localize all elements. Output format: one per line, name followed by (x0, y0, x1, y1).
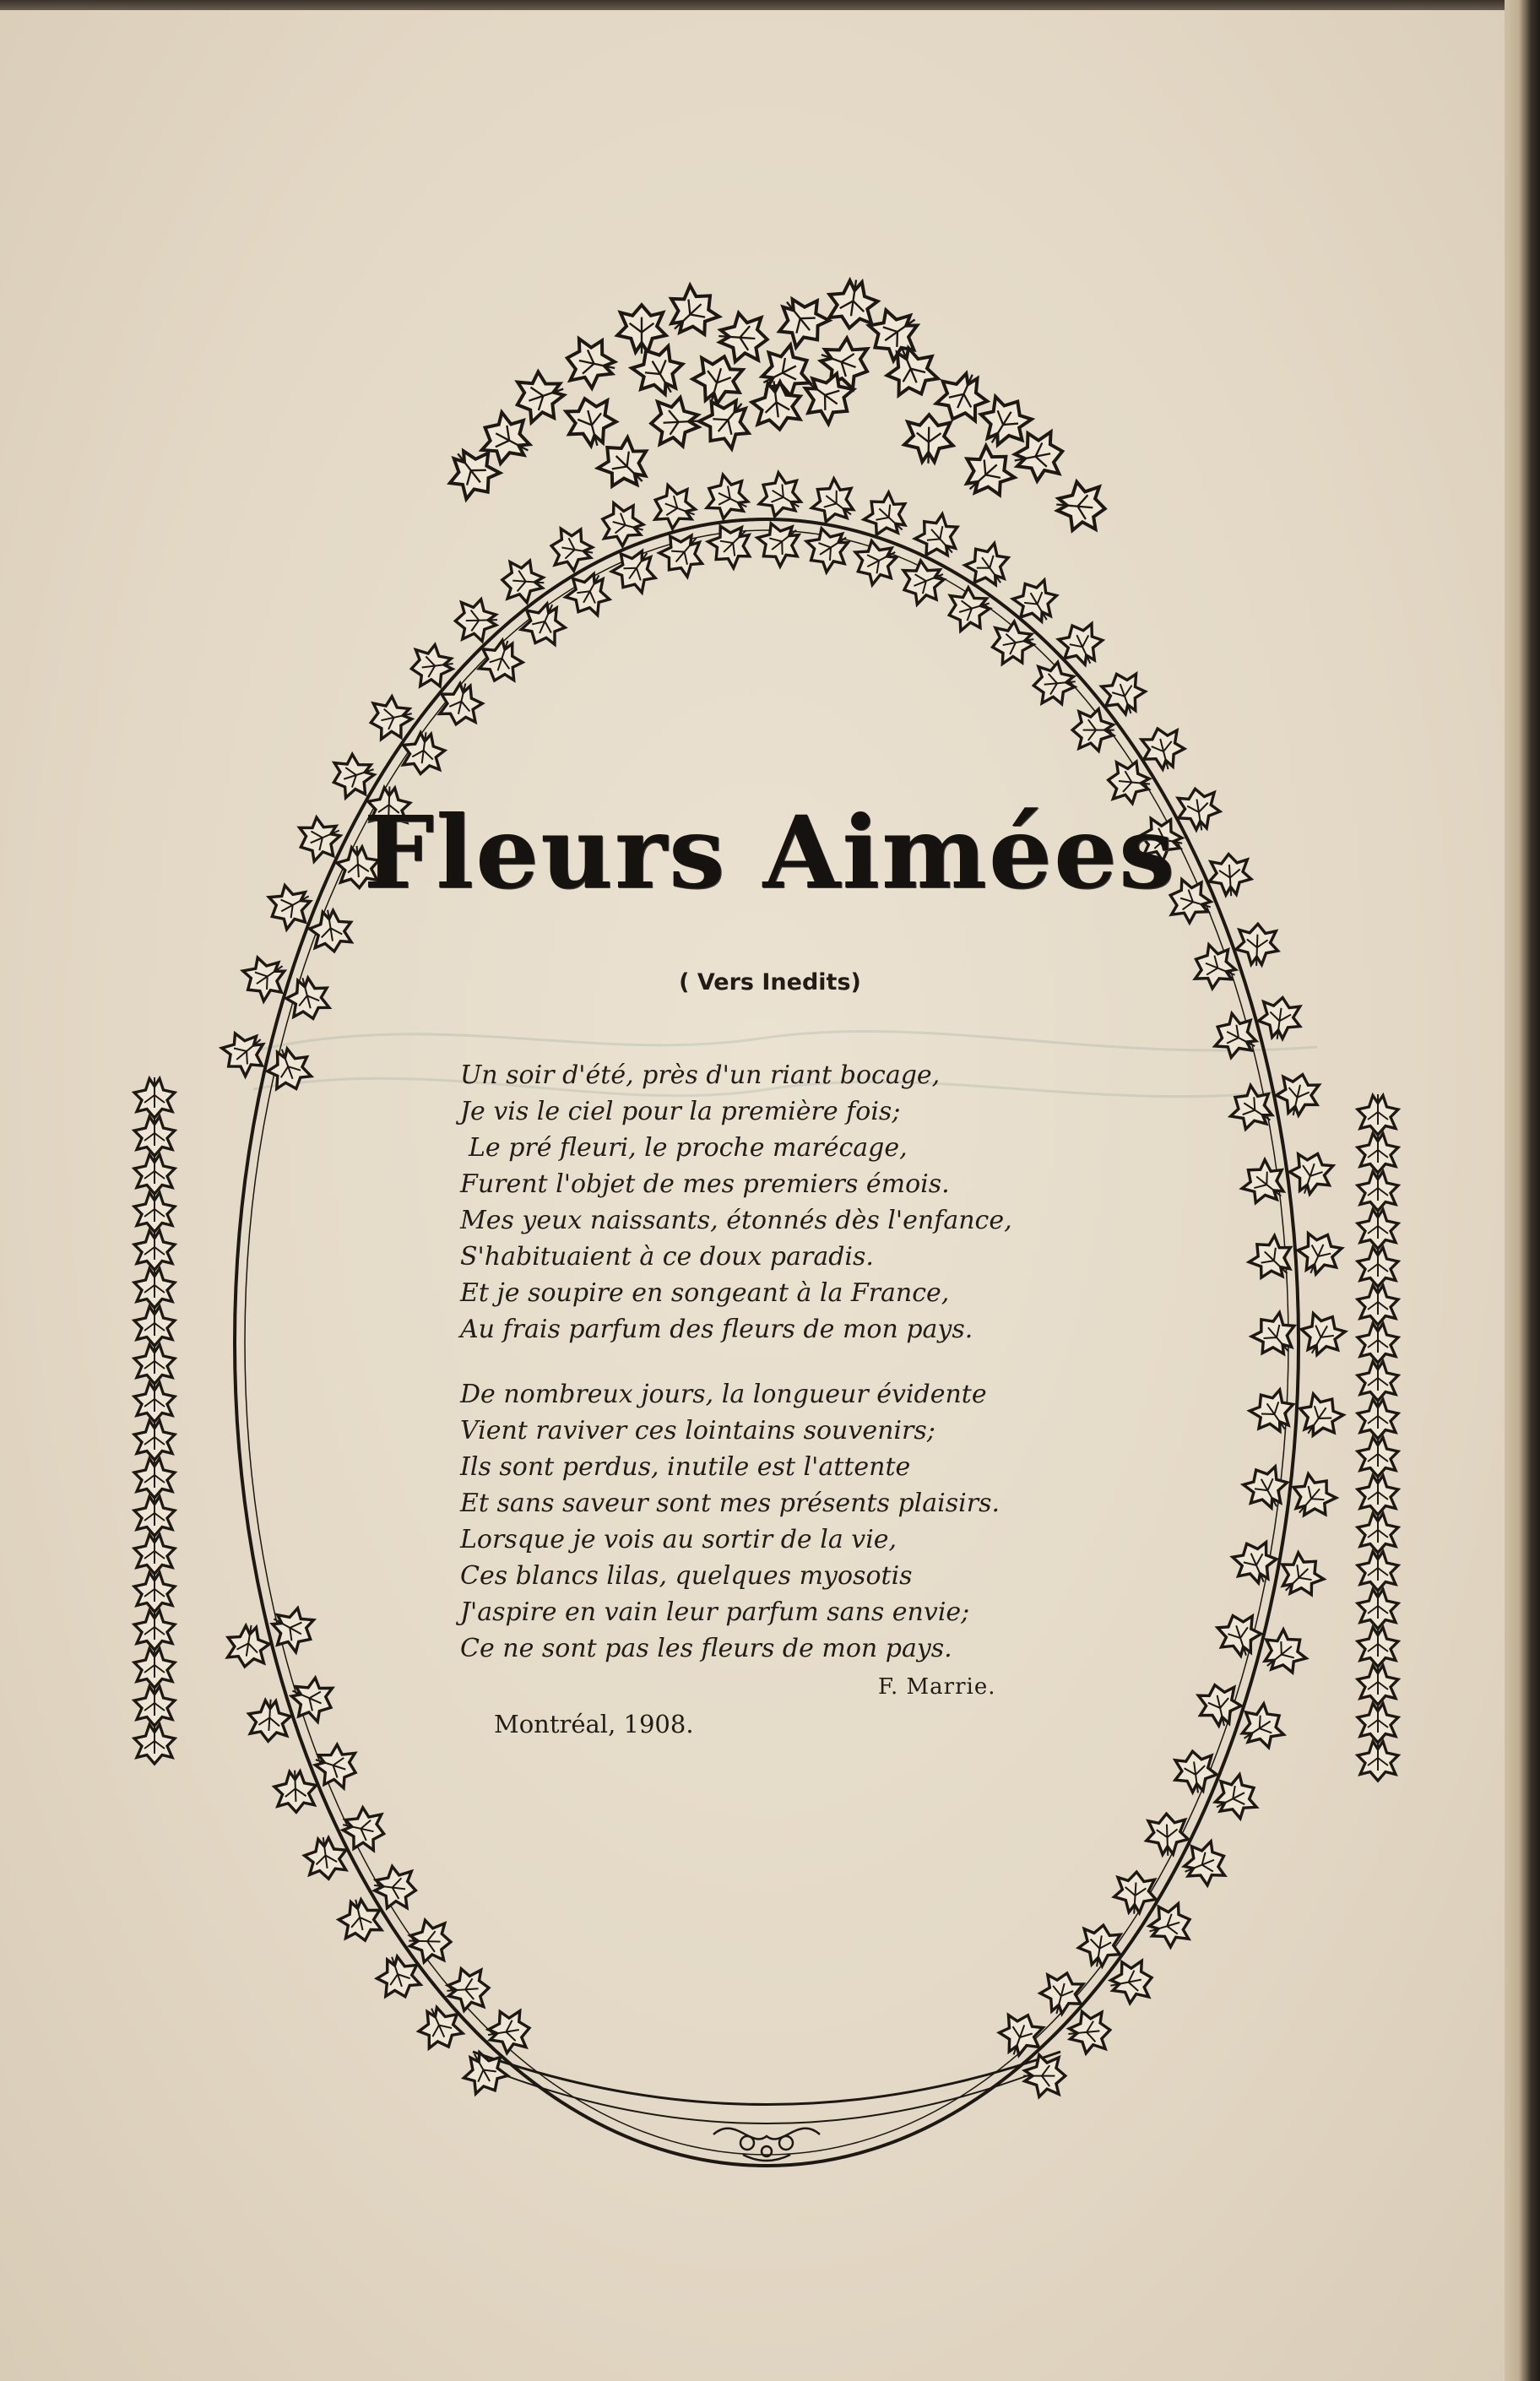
ivy-leaf (247, 1698, 292, 1743)
ivy-leaf (1358, 1664, 1398, 1705)
poem-subtitle: ( Vers Inedits) (679, 969, 861, 995)
ivy-leaf (1358, 1094, 1398, 1135)
stanza-2 (460, 1376, 1102, 1667)
ivy-leaf (134, 1571, 175, 1612)
verse-line: J'aspire en vain leur parfum sans envie; (460, 1597, 970, 1627)
verse-line: Et sans saveur sont mes présents plaisirs. (460, 1489, 1000, 1518)
poem-title: Fleurs Aimées (363, 794, 1177, 911)
verse-line: Et je soupire en songeant à la France, (460, 1278, 950, 1308)
verse-line: S'habituaient à ce doux paradis. (460, 1242, 874, 1272)
verse-line: Furent l'objet de mes premiers émois. (460, 1169, 950, 1199)
ivy-leaf (224, 1622, 272, 1670)
stanza-1 (460, 1057, 1102, 1348)
scroll-flourish-ornament (713, 2129, 820, 2161)
bottom-band (473, 2052, 1060, 2105)
ivy-leaf (1358, 1170, 1398, 1211)
ivy-leaf (1358, 1702, 1398, 1743)
ivy-leaf (456, 2043, 513, 2101)
ivy-leaf (134, 1419, 175, 1460)
ivy-leaf (700, 469, 756, 525)
ivy-leaf (560, 565, 617, 622)
ivy-leaf (1358, 1360, 1398, 1401)
ivy-leaf (1272, 1070, 1322, 1120)
ivy-leaf (516, 596, 571, 651)
ivy-leaf (1055, 480, 1107, 533)
ivy-leaf (1172, 1749, 1219, 1796)
ivy-leaf (1358, 1550, 1398, 1591)
ivy-leaf (1245, 1306, 1304, 1365)
ivy-leaf (1177, 1836, 1232, 1891)
ivy-leaf (134, 1495, 175, 1536)
verse-line: Mes yeux naissants, étonnés dès l'enfance, (460, 1206, 1012, 1235)
verse-line: Le pré fleuri, le proche marécage, (469, 1133, 908, 1163)
verse-line: Un soir d'été, près d'un riant bocage, (460, 1060, 941, 1090)
ivy-leaf (134, 1077, 175, 1118)
ivy-leaf (562, 334, 620, 392)
ivy-leaf (1293, 1306, 1351, 1364)
ivy-leaf (1207, 1769, 1264, 1825)
ivy-leaf (1358, 1132, 1398, 1173)
ivy-leaf (606, 541, 664, 599)
ivy-leaf (134, 1381, 175, 1422)
ivy-leaf (134, 1685, 175, 1726)
ivy-leaf (750, 378, 804, 432)
ivy-leaf (455, 599, 498, 642)
ivy-leaf (134, 1191, 175, 1232)
ivy-leaf (1113, 1871, 1158, 1916)
ivy-leaf (1358, 1246, 1398, 1287)
ivy-leaf (767, 286, 836, 355)
verse-line: Vient raviver ces lointains souvenirs; (460, 1416, 935, 1445)
ivy-leaf (691, 388, 760, 456)
ivy-leaf (1292, 1226, 1347, 1281)
verse-line: De nombreux jours, la longueur évidente (460, 1380, 987, 1409)
ivy-leaf (1358, 1284, 1398, 1325)
ivy-leaf (1072, 709, 1114, 751)
ivy-leaf (134, 1153, 175, 1194)
ivy-leaf (1358, 1208, 1398, 1249)
author-signature: F. Marrie. (878, 1674, 996, 1700)
ivy-leaf (897, 555, 952, 610)
ivy-leaf (274, 1770, 317, 1813)
ivy-leaf (650, 397, 702, 448)
ivy-leaf (1358, 1474, 1398, 1515)
ivy-leaf (1097, 667, 1151, 721)
ivy-leaf (1291, 1387, 1349, 1445)
verse-line: Je vis le ciel pour la première fois; (460, 1097, 901, 1126)
ivy-leaf (1358, 1740, 1398, 1781)
ivy-leaf (857, 486, 916, 545)
ivy-leaf (134, 1609, 175, 1650)
verse-line: Ils sont perdus, inutile est l'attente (460, 1452, 911, 1482)
ivy-leaf (1235, 923, 1278, 966)
verse-line: Au frais parfum des fleurs de mon pays. (460, 1315, 973, 1344)
ivy-leaf (1143, 1900, 1196, 1952)
ivy-leaf (307, 907, 355, 955)
ivy-leaf (372, 1950, 426, 2004)
ivy-leaf (1146, 1813, 1189, 1856)
ivy-leaf (134, 1343, 175, 1384)
ivy-leaf (752, 467, 810, 524)
ivy-leaf (653, 524, 713, 583)
ivy-leaf (1358, 1322, 1398, 1363)
ivy-leaf (1358, 1436, 1398, 1477)
ivy-leaf (134, 1229, 175, 1270)
ivy-leaf (412, 2000, 467, 2055)
ivy-leaf (953, 438, 1022, 507)
ivy-leaf (134, 1267, 175, 1308)
ivy-leaf (134, 1533, 175, 1574)
ivy-leaf (1284, 1147, 1337, 1201)
ivy-leaf (134, 1723, 175, 1764)
ivy-leaf (409, 1920, 452, 1963)
verse-line: Ce ne sont pas les fleurs de mon pays. (460, 1634, 952, 1663)
ivy-leaf (134, 1305, 175, 1346)
ivy-leaf (1256, 995, 1304, 1042)
ivy-leaf (1244, 1383, 1302, 1441)
verse-line: Lorsque je vois au sortir de la vie, (460, 1525, 897, 1554)
ivy-leaf (134, 1457, 175, 1498)
ivy-leaf (908, 507, 968, 567)
verse-line: Ces blancs lilas, quelques myosotis (460, 1561, 913, 1591)
ivy-leaf (617, 305, 666, 354)
ivy-leaf (561, 393, 621, 453)
ivy-leaf (825, 276, 880, 331)
ivy-leaf (1358, 1512, 1398, 1553)
ivy-leaf (134, 1647, 175, 1688)
ivy-leaf (1358, 1588, 1398, 1629)
ivy-leaf (134, 1115, 175, 1156)
ivy-leaf (943, 583, 995, 636)
ivy-leaf (1054, 616, 1109, 672)
ivy-leaf (1358, 1626, 1398, 1667)
ivy-leaf (509, 366, 571, 427)
ivy-leaf (904, 415, 954, 464)
ivy-leaf (1358, 1398, 1398, 1439)
place-date: Montréal, 1908. (494, 1710, 694, 1738)
